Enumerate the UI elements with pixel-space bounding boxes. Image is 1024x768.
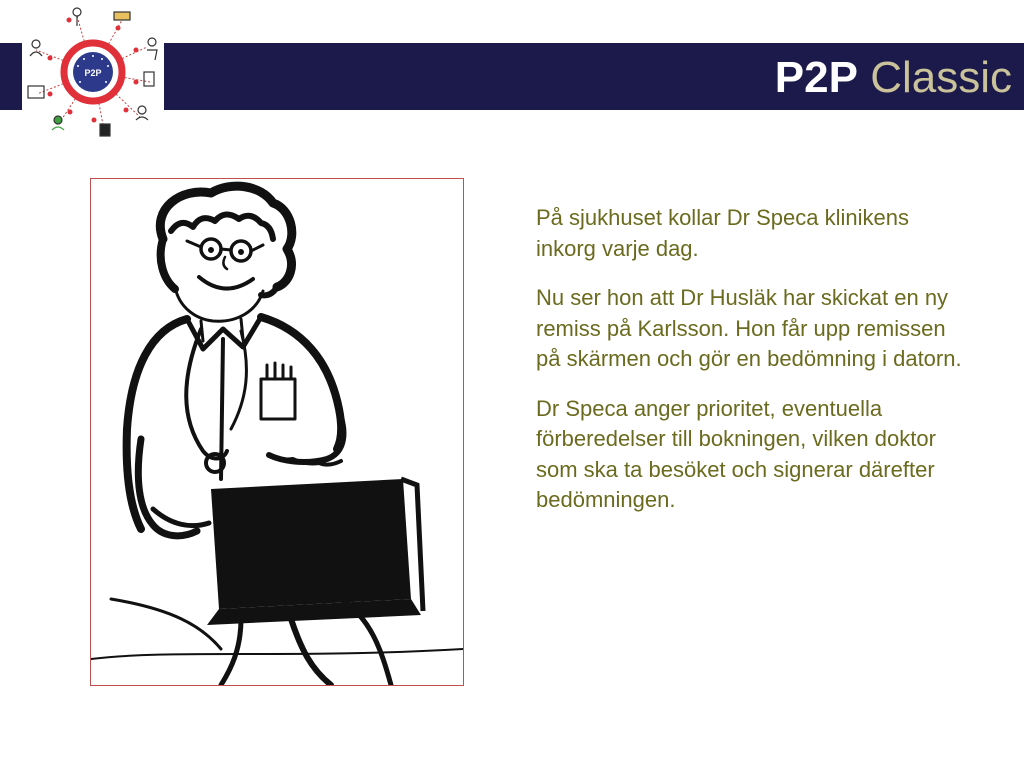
doctor-illustration xyxy=(90,178,464,686)
title-strong: P2P xyxy=(774,53,858,102)
paragraph: På sjukhuset kollar Dr Speca klinikens inkorg varje dag. xyxy=(536,205,909,261)
paragraph: Nu ser hon att Dr Husläk har skickat en ny remiss på Karlsson. Hon får upp remissen på skärmen och gör en bedömning i datorn. xyxy=(536,285,962,371)
logo-badge-text: P2P xyxy=(84,68,102,78)
title-light: Classic xyxy=(870,53,1012,102)
slide-title xyxy=(775,48,1012,108)
body-text xyxy=(536,203,966,535)
doctor-at-laptop-icon xyxy=(91,179,463,685)
paragraph: Dr Speca anger prioritet, eventuella förberedelser till bokningen, vilken doktor som ska ta besöket och signerar därefter bedömningen. xyxy=(536,395,936,512)
p2p-logo xyxy=(22,2,164,142)
